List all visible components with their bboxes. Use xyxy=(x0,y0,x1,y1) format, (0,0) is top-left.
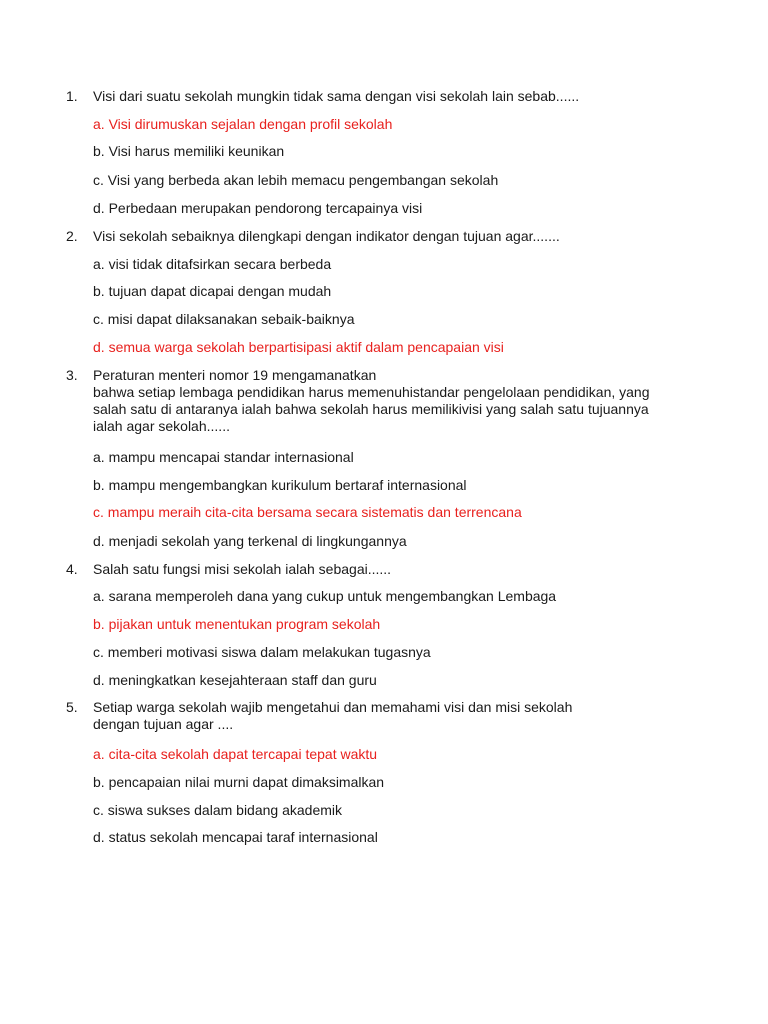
option-1c: c. Visi yang berbeda akan lebih memacu pengembangan sekolah xyxy=(93,172,499,188)
option-3b: b. mampu mengembangkan kurikulum bertaraf internasional xyxy=(93,477,467,493)
question-text-line: bahwa setiap lembaga pendidikan harus memenuhistandar pengelolaan pendidikan, yang xyxy=(93,384,650,400)
question-text xyxy=(93,367,718,435)
question-text-line: Peraturan menteri nomor 19 mengamanatkan xyxy=(93,367,377,383)
question-number: 5. xyxy=(66,699,78,715)
question-number: 3. xyxy=(66,367,78,383)
option-1b: b. Visi harus memiliki keunikan xyxy=(93,143,285,159)
option-1d: d. Perbedaan merupakan pendorong tercapainya visi xyxy=(93,200,423,216)
option-3d: d. menjadi sekolah yang terkenal di lingkungannya xyxy=(93,533,407,549)
option-5d: d. status sekolah mencapai taraf internasional xyxy=(93,829,378,845)
question-text xyxy=(93,699,718,733)
question-text: Salah satu fungsi misi sekolah ialah sebagai...... xyxy=(93,561,392,577)
question-text: Visi dari suatu sekolah mungkin tidak sama dengan visi sekolah lain sebab...... xyxy=(93,88,580,104)
option-3a: a. mampu mencapai standar internasional xyxy=(93,449,354,465)
question-text-line: ialah agar sekolah...... xyxy=(93,418,230,434)
question-text-line: dengan tujuan agar .... xyxy=(93,716,234,732)
option-4d: d. meningkatkan kesejahteraan staff dan guru xyxy=(93,672,377,688)
question-number: 1. xyxy=(66,88,78,104)
option-4b: b. pijakan untuk menentukan program sekolah xyxy=(93,616,381,632)
option-5c: c. siswa sukses dalam bidang akademik xyxy=(93,802,343,818)
option-1a: a. Visi dirumuskan sejalan dengan profil sekolah xyxy=(93,116,393,132)
option-2b: b. tujuan dapat dicapai dengan mudah xyxy=(93,283,332,299)
question-number: 4. xyxy=(66,561,78,577)
question-number: 2. xyxy=(66,228,78,244)
option-2a: a. visi tidak ditafsirkan secara berbeda xyxy=(93,256,332,272)
option-2c: c. misi dapat dilaksanakan sebaik-baiknya xyxy=(93,311,355,327)
option-4c: c. memberi motivasi siswa dalam melakukan tugasnya xyxy=(93,644,431,660)
question-text-line: Setiap warga sekolah wajib mengetahui dan memahami visi dan misi sekolah xyxy=(93,699,573,715)
question-text: Visi sekolah sebaiknya dilengkapi dengan indikator dengan tujuan agar....... xyxy=(93,228,560,244)
question-text-line: salah satu di antaranya ialah bahwa sekolah harus memilikivisi yang salah satu tujuannya xyxy=(93,401,649,417)
option-4a: a. sarana memperoleh dana yang cukup untuk mengembangkan Lembaga xyxy=(93,588,557,604)
option-5b: b. pencapaian nilai murni dapat dimaksimalkan xyxy=(93,774,385,790)
option-3c: c. mampu meraih cita-cita bersama secara sistematis dan terrencana xyxy=(93,504,522,520)
option-2d: d. semua warga sekolah berpartisipasi aktif dalam pencapaian visi xyxy=(93,339,504,355)
option-5a: a. cita-cita sekolah dapat tercapai tepat waktu xyxy=(93,746,378,762)
